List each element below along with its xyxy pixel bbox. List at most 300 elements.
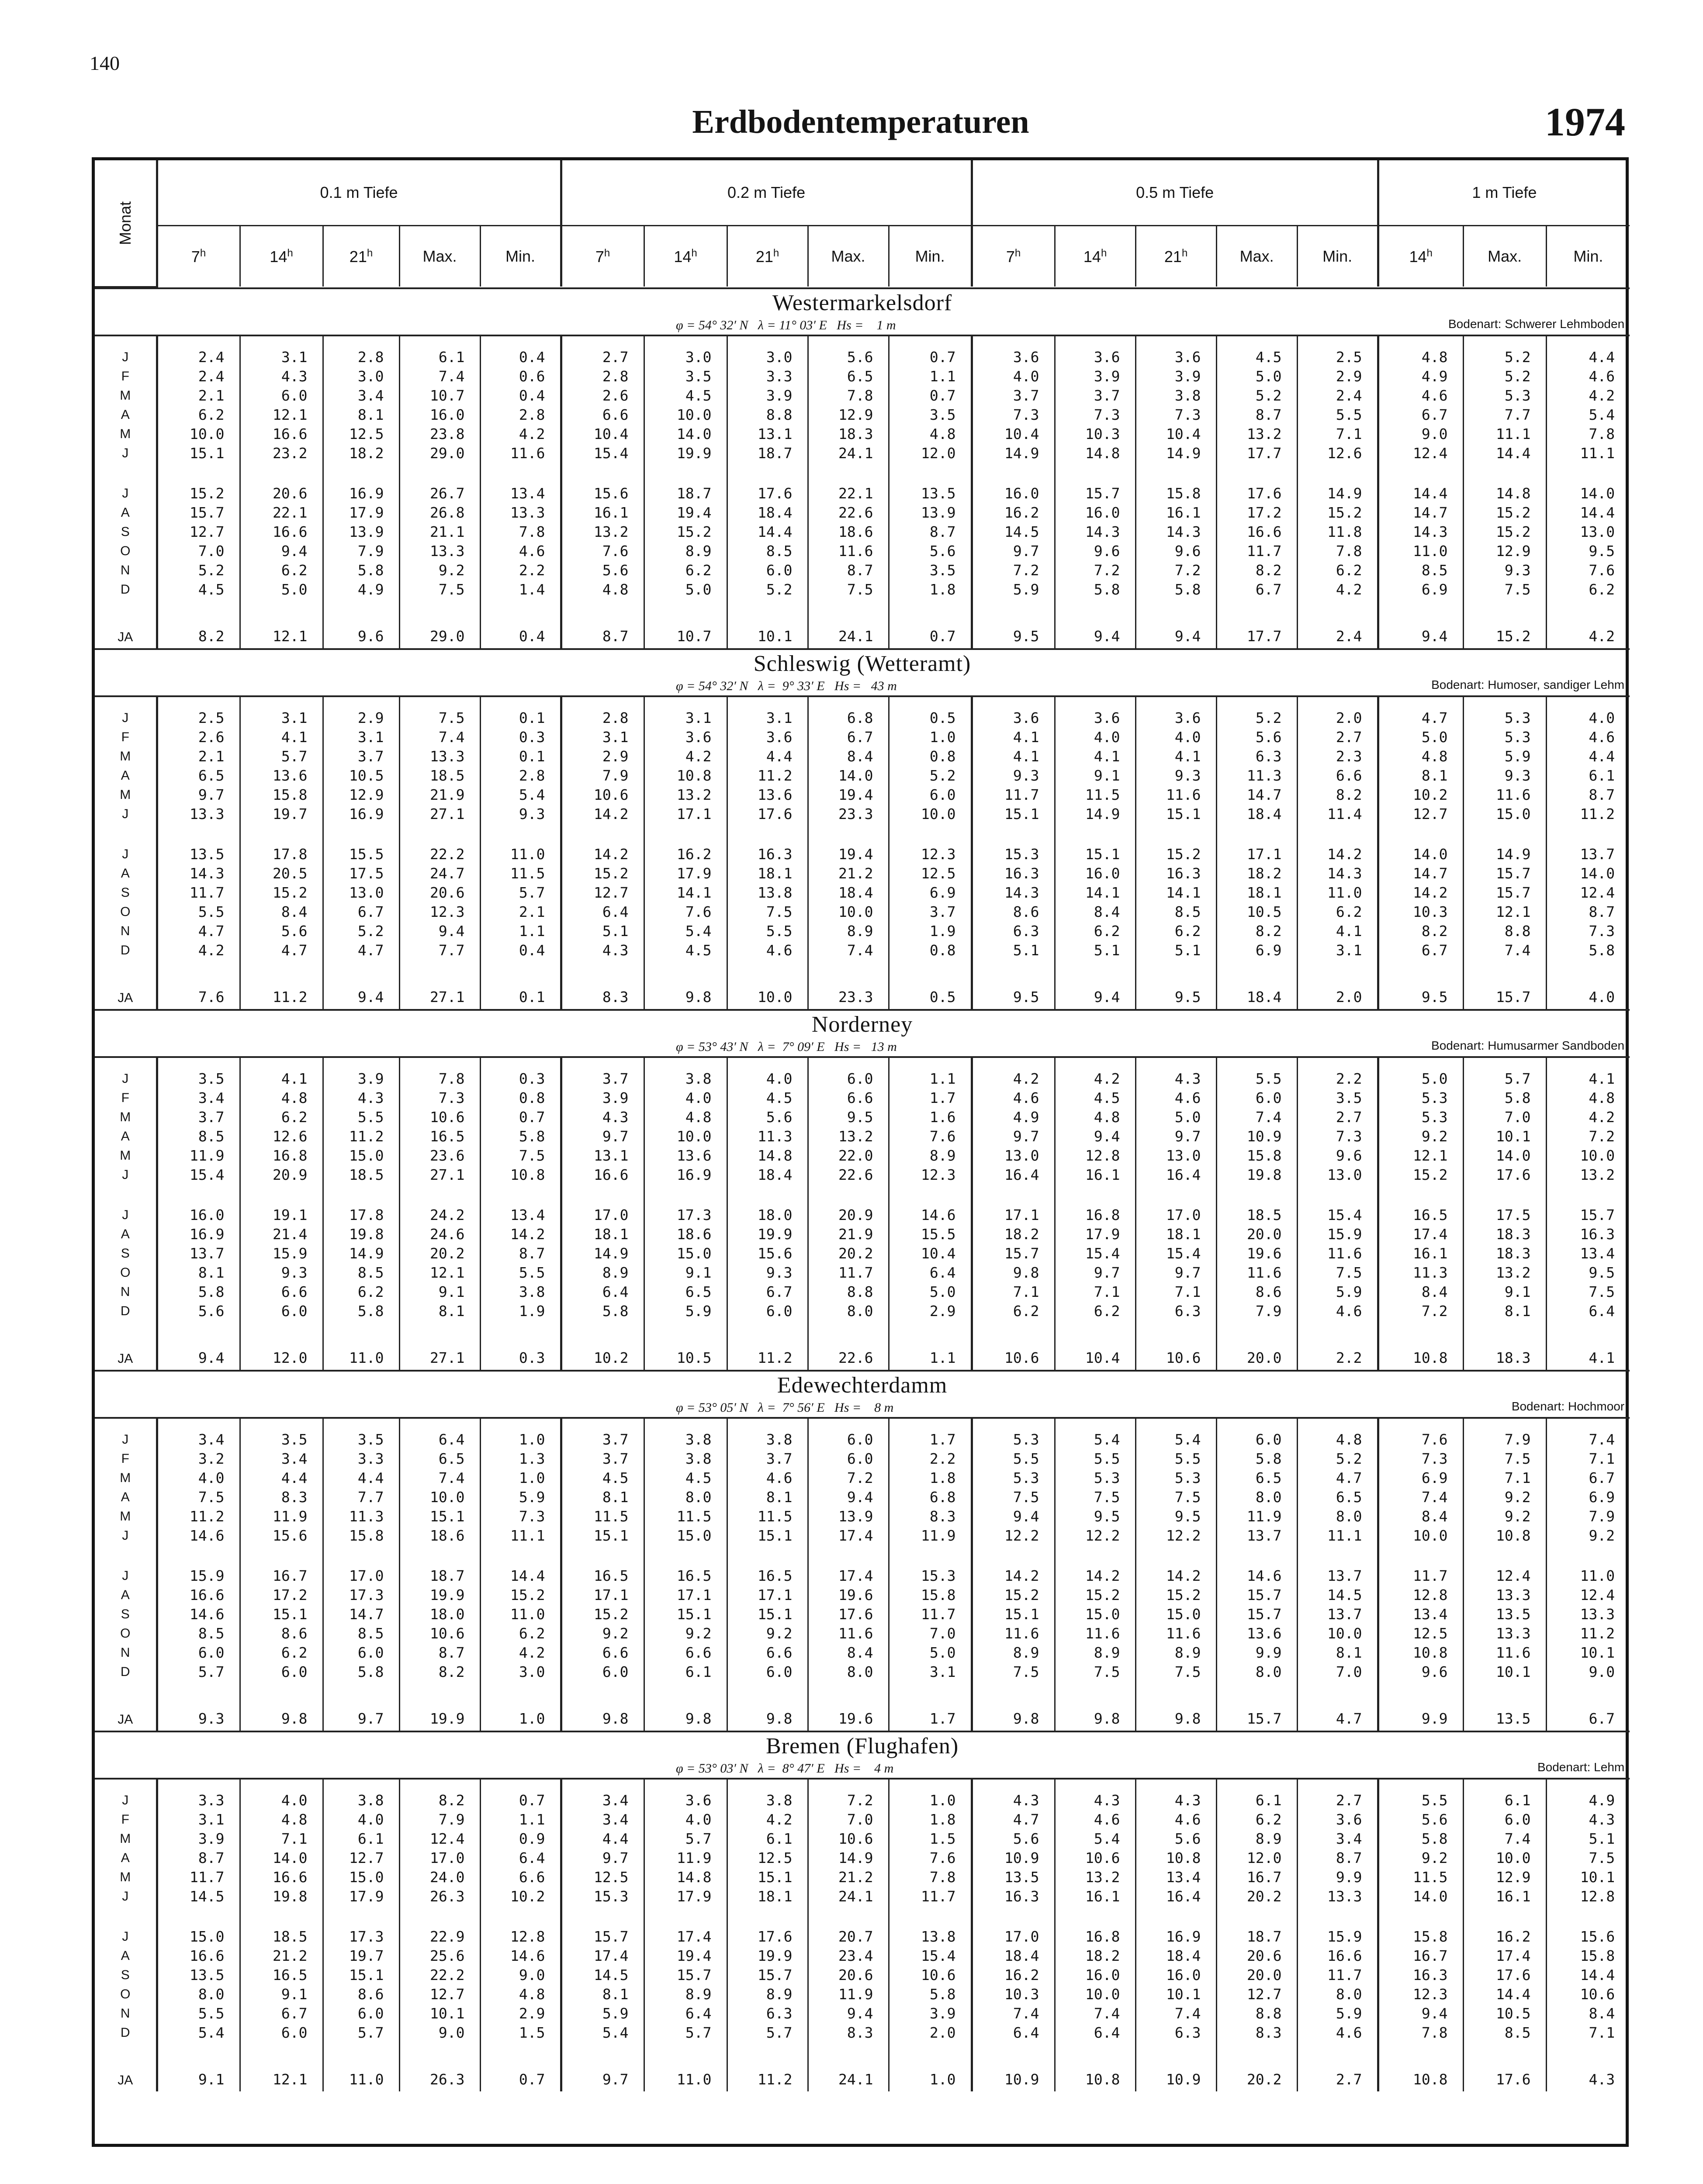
table-cell: 15.6 [727,1244,808,1263]
table-cell: 11.6 [972,1624,1055,1643]
table-cell: 24.1 [808,599,889,648]
table-cell: 2.4 [1297,386,1378,405]
table-cell: 15.8 [323,1526,399,1545]
table-cell: 8.2 [1378,922,1463,941]
table-cell: 13.4 [1135,1868,1216,1887]
table-cell: 13.3 [480,503,561,522]
table-row [95,1321,1630,1370]
table-cell: 15.2 [972,1586,1055,1605]
table-cell: 19.9 [399,1682,480,1731]
table-cell: 21.9 [808,1225,889,1244]
table-cell: 17.1 [561,1586,644,1605]
table-cell: 9.4 [157,1321,240,1370]
table-cell: 12.4 [1378,444,1463,463]
table-cell: 7.9 [323,542,399,561]
table-cell: 1.9 [480,1302,561,1321]
col-header: Min. [1573,247,1603,265]
table-cell: 4.0 [157,1469,240,1488]
table-cell: 4.3 [1589,2070,1615,2088]
table-cell: 6.0 [157,1643,240,1662]
table-cell: 10.3 [972,1985,1055,2004]
month-label: M [95,1829,157,1849]
table-cell: 9.7 [1055,1263,1135,1282]
table-cell: 13.6 [644,1146,727,1165]
table-cell: 7.4 [399,728,480,747]
table-cell: 14.6 [480,1946,561,1966]
table-cell: 13.3 [1463,1586,1546,1605]
table-cell: 20.0 [1216,1225,1297,1244]
table-cell: 7.6 [889,1127,972,1146]
table-cell: 3.7 [727,1449,808,1469]
table-cell: 0.9 [480,1829,561,1849]
table-cell: 1.3 [480,1449,561,1469]
table-cell: 16.6 [1297,1946,1378,1966]
month-label: D [95,1302,157,1321]
table-cell: 15.6 [240,1526,323,1545]
table-cell: 0.8 [889,747,972,766]
table-cell: 10.0 [1580,1147,1615,1164]
table-cell: 11.4 [1297,805,1378,824]
table-cell: 6.9 [1378,580,1463,599]
table-cell: 15.7 [1580,1206,1615,1223]
table-cell: 11.1 [1297,1526,1378,1545]
table-cell: 0.7 [889,599,972,648]
table-cell: 13.7 [1297,1605,1378,1624]
table-cell: 4.3 [1135,1791,1216,1810]
table-cell: 5.0 [240,580,323,599]
table-cell: 5.4 [644,922,727,941]
table-cell: 8.9 [889,1146,972,1165]
table-cell: 5.6 [972,1829,1055,1849]
col-header: Max. [1463,226,1546,287]
table-cell: 10.4 [561,425,644,444]
table-cell: 15.4 [1055,1244,1135,1263]
table-cell: 8.1 [561,1985,644,2004]
table-cell: 14.0 [1378,1887,1463,1906]
month-label: S [95,883,157,902]
table-cell: 5.2 [1297,1449,1378,1469]
table-cell: 0.4 [480,348,561,367]
table-cell: 13.9 [808,1507,889,1526]
table-cell: 5.5 [480,1263,561,1282]
table-cell: 7.7 [399,941,480,960]
table-cell: 29.0 [399,444,480,463]
table-cell: 1.0 [480,1469,561,1488]
table-cell: 9.7 [561,1127,644,1146]
table-cell: 18.6 [644,1225,727,1244]
table-row [95,580,1630,599]
table-cell: 12.5 [561,1868,644,1887]
month-label: J [95,1927,157,1946]
table-cell: 5.8 [323,1662,399,1682]
table-cell: 10.0 [644,405,727,425]
table-cell: 5.7 [240,747,323,766]
table-cell: 17.8 [240,845,323,864]
table-cell: 8.7 [399,1643,480,1662]
table-cell: 7.9 [561,766,644,785]
table-cell: 5.4 [561,2023,644,2042]
table-cell: 4.4 [727,747,808,766]
table-cell: 12.2 [972,1526,1055,1545]
table-cell: 17.0 [972,1927,1055,1946]
table-cell: 9.4 [808,2004,889,2023]
table-cell: 11.0 [644,2042,727,2091]
table-cell: 26.3 [399,2042,480,2091]
table-cell: 0.4 [480,941,561,960]
table-cell: 9.7 [1135,1263,1216,1282]
table-cell: 5.8 [480,1127,561,1146]
table-cell: 9.9 [1378,1682,1463,1731]
table-cell: 9.6 [323,599,399,648]
table-cell: 5.8 [889,1985,972,2004]
table-cell: 17.9 [323,503,399,522]
table-cell: 14.9 [1055,805,1135,824]
col-header: 14$^h$ [240,226,323,287]
table-cell: 12.0 [1216,1849,1297,1868]
table-cell: 11.1 [480,1526,561,1545]
table-cell: 5.3 [972,1469,1055,1488]
table-cell: 9.3 [480,805,561,824]
table-cell: 15.2 [1135,845,1216,864]
table-cell: 5.2 [889,766,972,785]
table-cell: 7.1 [240,1829,323,1849]
table-cell: 18.2 [1055,1946,1135,1966]
table-row [95,845,1630,864]
table-cell: 11.3 [1216,766,1297,785]
table-cell: 8.8 [1463,922,1546,941]
table-cell: 17.7 [1216,444,1297,463]
month-label: M [95,425,157,444]
table-cell: 4.8 [240,1089,323,1108]
table-cell: 8.9 [561,1263,644,1282]
table-cell: 0.8 [480,1089,561,1108]
table-cell: 3.6 [1055,348,1135,367]
table-cell: 7.2 [808,1469,889,1488]
table-row [95,1089,1630,1108]
table-cell: 4.6 [727,1469,808,1488]
table-cell: 3.6 [644,728,727,747]
table-cell: 17.1 [972,1206,1055,1225]
table-cell: 12.1 [240,2042,323,2091]
table-cell: 8.1 [323,405,399,425]
table-cell: 11.6 [1055,1624,1135,1643]
table-cell: 17.6 [727,805,808,824]
table-cell: 11.2 [727,766,808,785]
month-label: F [95,367,157,386]
table-cell: 25.6 [399,1946,480,1966]
table-cell: 1.1 [480,922,561,941]
month-label: J [95,1526,157,1545]
table-cell: 5.0 [889,1643,972,1662]
station-info [95,678,1630,696]
table-cell: 18.4 [727,1165,808,1185]
table-cell: 14.0 [1378,845,1463,864]
table-cell: 15.8 [1216,1146,1297,1165]
table-cell: 19.8 [1216,1165,1297,1185]
table-row [95,2004,1630,2023]
table-cell: 6.2 [1297,561,1378,580]
table-cell: 16.1 [561,503,644,522]
table-cell: 13.4 [480,1206,561,1225]
table-cell: 14.3 [972,883,1055,902]
table-cell: 11.3 [1378,1263,1463,1282]
table-cell: 17.0 [561,1206,644,1225]
table-cell: 19.4 [808,845,889,864]
table-cell: 17.3 [644,1206,727,1225]
table-cell: 3.9 [157,1829,240,1849]
table-cell: 7.8 [1378,2023,1463,2042]
table-row [95,1302,1630,1321]
table-cell: 18.1 [1216,883,1297,902]
table-cell: 5.6 [240,922,323,941]
table-cell: 2.8 [323,348,399,367]
table-cell: 8.9 [1055,1643,1135,1662]
table-cell: 11.7 [1216,542,1297,561]
table-cell: 3.6 [1055,708,1135,728]
table-cell: 16.9 [323,805,399,824]
table-cell: 16.1 [1055,1165,1135,1185]
table-cell: 7.1 [972,1282,1055,1302]
table-cell: 2.0 [889,2023,972,2042]
table-cell: 4.5 [1216,348,1297,367]
col-header: Min. [1297,226,1378,287]
month-label: JA [95,1682,157,1731]
table-cell: 5.3 [1463,708,1546,728]
table-cell: 7.1 [1055,1282,1135,1302]
table-cell: 6.6 [561,1643,644,1662]
group-header-1m: 1 m Tiefe [1378,160,1630,226]
table-cell: 6.0 [727,561,808,580]
table-cell: 6.6 [480,1868,561,1887]
table-cell: 18.4 [1135,1946,1216,1966]
table-cell: 17.4 [644,1927,727,1946]
table-cell: 16.2 [972,1966,1055,1985]
table-cell: 5.5 [1378,1791,1463,1810]
col-header: 7$^h$ [972,226,1055,287]
table-cell: 7.4 [972,2004,1055,2023]
table-cell: 15.9 [240,1244,323,1263]
table-cell: 19.9 [399,1586,480,1605]
table-cell: 22.1 [808,484,889,503]
table-cell: 11.5 [1055,785,1135,805]
table-cell: 10.1 [1135,1985,1216,2004]
table-cell: 6.2 [1055,922,1135,941]
table-cell: 4.1 [972,747,1055,766]
table-cell: 14.7 [323,1605,399,1624]
table-cell: 3.5 [157,1069,240,1089]
month-label: JA [95,2042,157,2091]
table-cell: 5.6 [1216,728,1297,747]
table-row [95,747,1630,766]
table-cell: 5.6 [889,542,972,561]
table-cell: 9.2 [1463,1488,1546,1507]
table-cell: 24.1 [808,2042,889,2091]
table-cell: 15.0 [157,1927,240,1946]
table-cell: 6.2 [1055,1302,1135,1321]
table-cell: 12.1 [1378,1146,1463,1165]
soil-type: Bodenart: Humusarmer Sandboden [1431,1038,1625,1052]
table-cell: 2.9 [889,1302,972,1321]
table-cell: 14.0 [1580,865,1615,882]
table-cell: 3.1 [157,1810,240,1829]
table-cell: 12.8 [1055,1146,1135,1165]
table-cell: 4.8 [561,580,644,599]
table-cell: 8.2 [1216,561,1297,580]
table-cell: 6.6 [561,405,644,425]
table-cell: 12.4 [1463,1566,1546,1586]
table-cell: 13.2 [1580,1166,1615,1183]
station-coordinates: φ = 54° 32′ N λ = 11° 03′ E Hs = 1 m [676,318,896,332]
table-cell: 18.4 [1216,960,1297,1009]
table-cell: 12.6 [1297,444,1378,463]
table-cell: 4.0 [1055,728,1135,747]
table-cell: 6.3 [1216,747,1297,766]
table-cell: 16.2 [972,503,1055,522]
table-cell: 6.1 [1589,767,1615,784]
table-cell: 7.0 [157,542,240,561]
table-cell: 15.4 [157,1165,240,1185]
table-cell: 3.6 [972,708,1055,728]
table-cell: 1.0 [889,1791,972,1810]
table-cell: 13.7 [1580,846,1615,863]
table-cell: 9.6 [1297,1146,1378,1165]
table-cell: 4.1 [1589,1349,1615,1366]
table-row [95,1946,1630,1966]
table-cell: 8.9 [972,1643,1055,1662]
table-cell: 15.0 [644,1244,727,1263]
col-header: 7$^h$ [561,226,644,287]
table-cell: 5.8 [1216,1449,1297,1469]
table-cell: 10.0 [157,425,240,444]
table-cell: 12.5 [727,1849,808,1868]
table-cell: 8.7 [1297,1849,1378,1868]
table-cell: 3.9 [1135,367,1216,386]
table-cell: 17.4 [1463,1946,1546,1966]
table-cell: 5.2 [727,580,808,599]
table-cell: 10.8 [1378,1643,1463,1662]
table-cell: 3.6 [1135,348,1216,367]
table-cell: 14.3 [157,864,240,883]
table-cell: 8.4 [240,902,323,922]
table-cell: 3.9 [323,1069,399,1089]
table-cell: 15.8 [240,785,323,805]
table-cell: 3.8 [644,1069,727,1089]
table-cell: 1.1 [889,1069,972,1089]
table-cell: 15.8 [889,1586,972,1605]
table-cell: 16.6 [240,425,323,444]
month-label: N [95,922,157,941]
table-cell: 20.2 [399,1244,480,1263]
table-cell: 5.5 [972,1449,1055,1469]
table-cell: 10.4 [1055,1321,1135,1370]
month-label: F [95,1449,157,1469]
table-cell: 2.9 [1297,367,1378,386]
table-cell: 9.5 [1378,960,1463,1009]
table-cell: 15.2 [1055,1586,1135,1605]
table-cell: 3.3 [323,1449,399,1469]
table-cell: 7.4 [399,367,480,386]
table-cell: 9.5 [1589,543,1615,560]
table-cell: 5.6 [561,561,644,580]
table-cell: 23.8 [399,425,480,444]
table-cell: 7.5 [972,1662,1055,1682]
table-cell: 5.8 [323,1302,399,1321]
stations [95,287,1626,2091]
table-cell: 5.8 [1463,1089,1546,1108]
table-cell: 3.7 [1055,386,1135,405]
month-label: S [95,522,157,542]
col-header: 21$^h$ [727,226,808,287]
table-cell: 6.1 [399,348,480,367]
table-cell: 14.2 [561,805,644,824]
table-cell: 2.4 [1297,599,1378,648]
table-cell: 4.9 [1378,367,1463,386]
table-cell: 10.0 [808,902,889,922]
table-row [95,484,1630,503]
month-label: O [95,1985,157,2004]
table-cell: 14.9 [1135,444,1216,463]
table-cell: 17.1 [644,805,727,824]
table-cell: 16.3 [1378,1966,1463,1985]
table-cell: 10.1 [1463,1127,1546,1146]
table-cell: 3.8 [323,1791,399,1810]
table-cell: 10.7 [644,599,727,648]
table-cell: 20.5 [240,864,323,883]
table-cell: 9.8 [972,1263,1055,1282]
table-cell: 12.2 [1055,1526,1135,1545]
table-cell: 2.5 [1297,348,1378,367]
table-cell: 12.3 [889,845,972,864]
table-cell: 4.5 [561,1469,644,1488]
table-cell: 17.1 [1216,845,1297,864]
table-cell: 16.0 [1055,503,1135,522]
table-cell: 10.1 [399,2004,480,2023]
table-row [95,805,1630,824]
table-cell: 4.7 [323,941,399,960]
table-cell: 6.2 [157,405,240,425]
table-row [95,599,1630,648]
table-cell: 13.4 [1378,1605,1463,1624]
table-cell: 5.2 [1463,367,1546,386]
table-cell: 8.0 [1297,1985,1378,2004]
table-cell: 7.3 [1589,923,1615,940]
table-cell: 5.0 [1216,367,1297,386]
table-cell: 19.4 [644,1946,727,1966]
table-cell: 19.6 [808,1586,889,1605]
table-cell: 3.8 [644,1430,727,1449]
table-cell: 5.3 [1463,728,1546,747]
table-cell: 15.7 [1216,1605,1297,1624]
table-cell: 10.0 [889,805,972,824]
table-cell: 7.5 [1055,1662,1135,1682]
col-header: 7$^h$ [157,226,240,287]
table-cell: 6.5 [644,1282,727,1302]
table-cell: 4.7 [1297,1469,1378,1488]
table-row [95,503,1630,522]
table-cell: 4.5 [1055,1089,1135,1108]
soil-temperature-table [92,157,1629,2147]
table-cell: 1.0 [480,1430,561,1449]
table-cell: 7.8 [1297,542,1378,561]
table-cell: 18.5 [323,1165,399,1185]
table-cell: 10.6 [972,1321,1055,1370]
table-cell: 7.5 [399,580,480,599]
table-cell: 19.8 [323,1225,399,1244]
month-label: N [95,1282,157,1302]
table-cell: 5.0 [889,1282,972,1302]
table-cell: 4.2 [1297,580,1378,599]
table-cell: 15.0 [1135,1605,1216,1624]
